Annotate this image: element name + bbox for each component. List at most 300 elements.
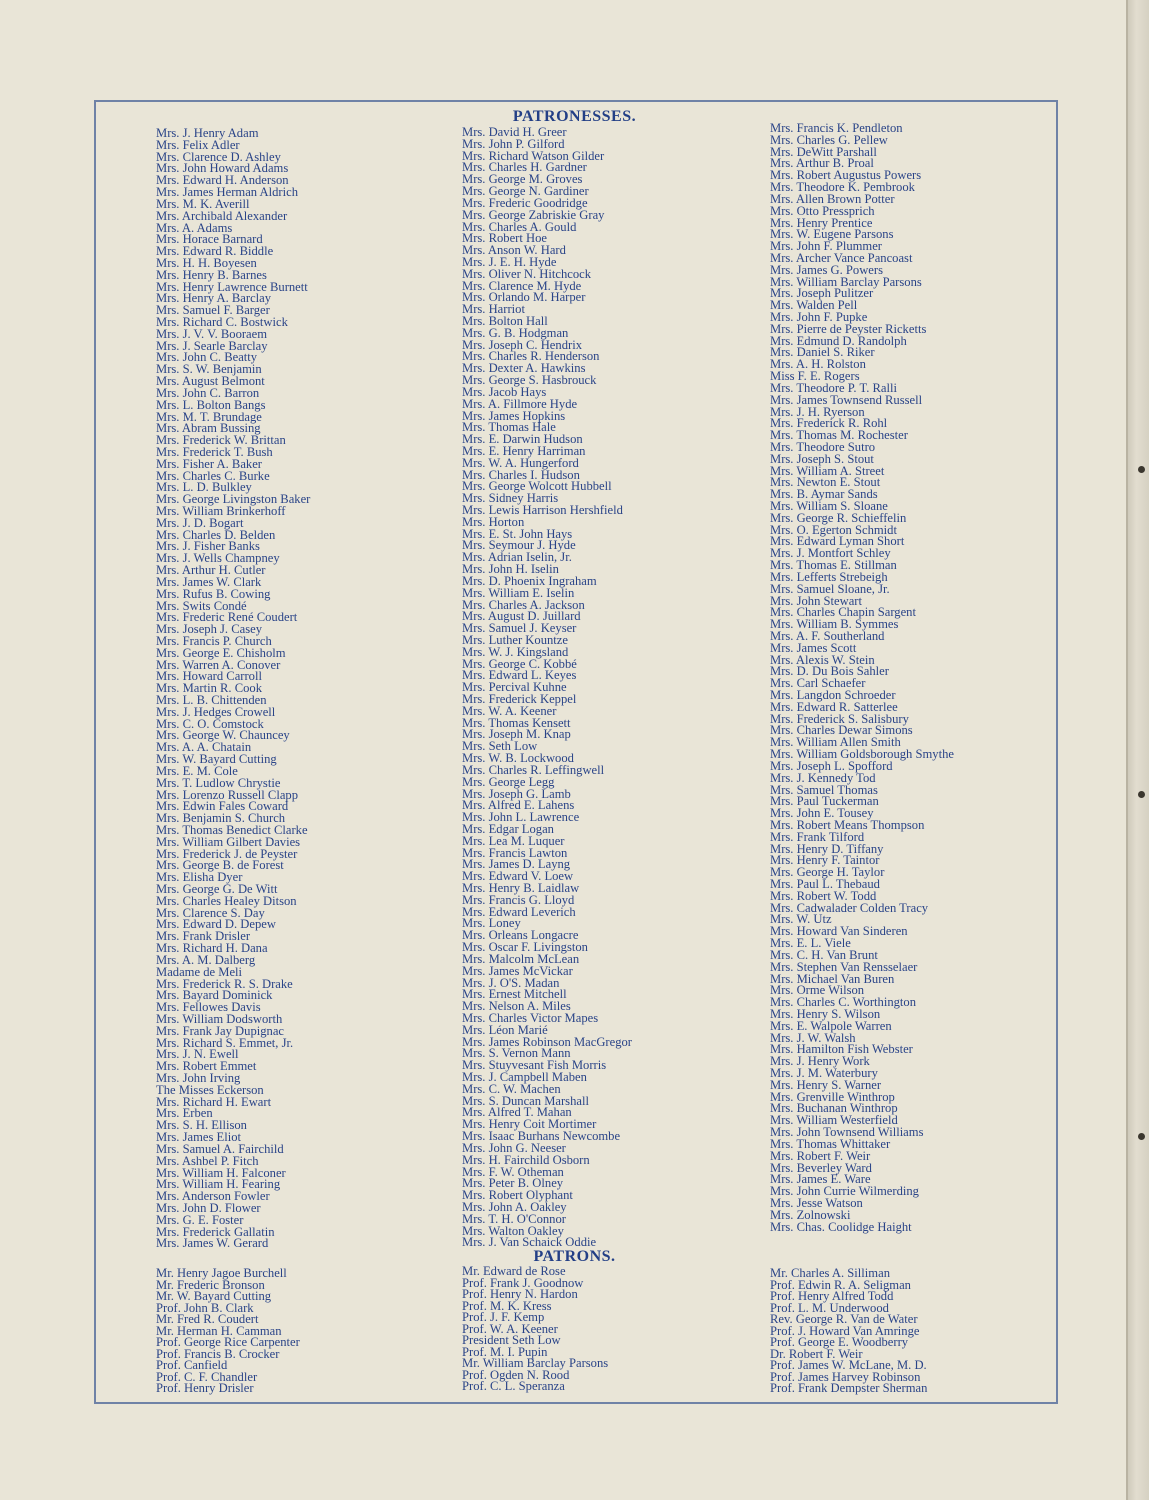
list-entry: Mrs. Frederick R. Rohl — [770, 416, 888, 431]
binding-hole — [1138, 791, 1145, 798]
list-entry: Mrs. DeWitt Parshall — [770, 144, 877, 159]
list-entry: Mrs. George Wolcott Hubbell — [462, 479, 612, 494]
list-entry: Mrs. Thomas M. Rochester — [770, 428, 908, 443]
list-entry: Mrs. Edward Leverich — [462, 904, 576, 919]
list-entry: Mrs. Theodore P. T. Ralli — [770, 380, 897, 395]
list-entry: Mrs. Clarence D. Ashley — [156, 149, 281, 164]
list-entry: Mrs. Langdon Schroeder — [770, 688, 896, 702]
list-entry: Mrs. Otto Pressprich — [770, 203, 875, 218]
list-entry: Mrs. M. K. Averill — [156, 196, 250, 211]
list-entry: Mrs. George Zabriskie Gray — [462, 207, 605, 222]
list-entry: Mrs. Francis G. Lloyd — [462, 892, 575, 907]
list-entry: Mrs. Charles I. Hudson — [462, 467, 580, 482]
list-entry: Prof. George E. Woodberry — [770, 1335, 909, 1349]
list-entry: Mrs. Thomas Whittaker — [770, 1136, 891, 1151]
list-entry: Prof. M. K. Kress — [462, 1298, 552, 1313]
list-entry: Mrs. Henry A. Barclay — [156, 291, 272, 306]
list-entry: Mrs. John F. Pupke — [770, 310, 868, 324]
list-entry: Mrs. Orme Wilson — [770, 983, 865, 998]
page-edge — [1128, 0, 1149, 1500]
list-entry: Mrs. John G. Neeser — [462, 1140, 566, 1155]
list-entry: Mrs. Luther Kountze — [462, 632, 568, 647]
list-entry: Mrs. William E. Iselin — [462, 585, 575, 600]
list-entry: Mrs. George W. Chauncey — [156, 728, 290, 743]
list-entry: Mrs. Clarence M. Hyde — [462, 278, 582, 293]
list-entry: Mrs. Isaac Burhans Newcombe — [462, 1129, 621, 1144]
list-entry: Mrs. James E. Ware — [770, 1172, 871, 1187]
list-entry: Mrs. George M. Groves — [462, 172, 583, 187]
list-entry: Mrs. Stuyvesant Fish Morris — [462, 1058, 607, 1073]
list-entry: Mrs. Richard H. Dana — [156, 941, 268, 956]
list-entry: Mrs. Archibald Alexander — [156, 208, 288, 223]
list-entry: Mrs. Charles A. Jackson — [462, 597, 585, 612]
list-entry: Mrs. John A. Oakley — [462, 1199, 567, 1214]
list-entry: Mrs. Ernest Mitchell — [462, 987, 567, 1002]
list-entry: Mrs. A. Adams — [156, 220, 233, 235]
list-entry: Mrs. Grenville Winthrop — [770, 1089, 895, 1104]
list-entry: Mrs. Charles Chapin Sargent — [770, 605, 916, 620]
list-entry: Mrs. Robert F. Weir — [770, 1148, 871, 1163]
list-entry: Mrs. John Howard Adams — [156, 161, 289, 176]
list-entry: Mrs. Frederick Keppel — [462, 692, 577, 706]
list-entry: Mrs. William H. Falconer — [156, 1165, 286, 1180]
list-entry: Mrs. August Belmont — [156, 374, 265, 389]
list-entry: Mrs. Orleans Longacre — [462, 928, 579, 943]
list-entry: Mrs. J. H. Ryerson — [770, 404, 865, 419]
list-entry: Mrs. L. D. Bulkley — [156, 480, 252, 495]
list-entry: Mrs. J. E. H. Hyde — [462, 254, 557, 269]
binding-hole — [1138, 466, 1145, 473]
list-entry: Mrs. William Goldsborough Smythe — [770, 747, 954, 762]
list-entry: Mrs. D. Du Bois Sahler — [770, 664, 889, 679]
list-entry: Mr. Henry Jagoe Burchell — [156, 1266, 287, 1280]
list-entry: Mrs. S. W. Benjamin — [156, 362, 262, 377]
list-entry: Mrs. G. E. Foster — [156, 1212, 244, 1227]
list-entry: Mrs. Beverley Ward — [770, 1160, 872, 1175]
list-entry: Mrs. John H. Iselin — [462, 562, 559, 577]
list-entry: Mrs. Erben — [156, 1106, 213, 1121]
list-entry: Mrs. E. L. Viele — [770, 936, 851, 951]
patrons-column-3 — [770, 1268, 927, 1395]
list-entry: Mrs. Seymour J. Hyde — [462, 538, 576, 553]
list-entry: Mrs. James W. Gerard — [156, 1236, 269, 1251]
list-entry: Mrs. Charles Dewar Simons — [770, 723, 913, 738]
list-entry: Mrs. J. Wells Champney — [156, 551, 280, 566]
list-entry: Mr. Frederic Bronson — [156, 1277, 265, 1292]
list-entry: Mrs. Robert Olyphant — [462, 1188, 573, 1203]
list-entry: Mrs. John C. Barron — [156, 385, 260, 400]
list-entry: Prof. Henry N. Hardon — [462, 1287, 578, 1301]
list-entry: Mrs. F. W. Otheman — [462, 1164, 564, 1179]
list-entry: Mrs. Robert W. Todd — [770, 888, 877, 903]
list-entry: Mrs. Theodore Sutro — [770, 439, 876, 454]
list-entry: Mr. Herman H. Camman — [156, 1323, 282, 1338]
list-entry: Mrs. Joseph M. Knap — [462, 727, 571, 742]
list-entry: Mrs. James W. Clark — [156, 574, 262, 589]
list-entry: Mrs. Fisher A. Baker — [156, 456, 262, 471]
list-entry: Mrs. Anderson Fowler — [156, 1189, 270, 1204]
list-entry: Mrs. W. Eugene Parsons — [770, 227, 894, 242]
list-entry: Mrs. Francis Lawton — [462, 845, 568, 860]
list-entry: Mrs. Edward R. Biddle — [156, 244, 274, 259]
list-entry: Mrs. Walton Oakley — [462, 1223, 564, 1238]
list-entry: Mrs. John C. Beatty — [156, 350, 258, 365]
list-entry: Mrs. Lefferts Strebeigh — [770, 569, 888, 584]
list-entry: Mrs. J. Kennedy Tod — [770, 770, 876, 785]
list-entry: Mrs. A. M. Dalberg — [156, 952, 256, 967]
list-entry: Mrs. David H. Greer — [462, 125, 567, 139]
list-entry: Mrs. Charles C. Worthington — [770, 995, 917, 1010]
list-entry: Prof. J. F. Kemp — [462, 1310, 545, 1324]
list-entry: Mrs. George Legg — [462, 774, 555, 789]
list-entry: Mrs. George E. Chisholm — [156, 645, 286, 660]
list-entry: Mrs. James Hopkins — [462, 408, 566, 423]
list-entry: Mrs. James Townsend Russell — [770, 392, 923, 407]
list-entry: Mrs. E. St. John Hays — [462, 526, 573, 541]
list-entry: Prof. Francis B. Crocker — [156, 1346, 280, 1361]
list-entry: The Misses Eckerson — [156, 1082, 264, 1097]
list-entry: Mrs. Henry D. Tiffany — [770, 841, 884, 856]
list-entry: Mrs. Bayard Dominick — [156, 988, 273, 1003]
list-entry: Mrs. Henry B. Barnes — [156, 267, 267, 282]
list-entry: Mrs. S. Vernon Mann — [462, 1046, 571, 1061]
list-entry: Mrs. George Livingston Baker — [156, 492, 311, 507]
list-entry: Mrs. James Herman Aldrich — [156, 185, 298, 200]
list-entry: Mrs. John P. Gilford — [462, 136, 565, 151]
list-entry: Mrs. Rufus B. Cowing — [156, 586, 271, 601]
list-entry: Mrs. Paul L. Thebaud — [770, 877, 880, 891]
list-entry: Mrs. Frederick Gallatin — [156, 1224, 275, 1239]
list-entry: Mr. William Barclay Parsons — [462, 1356, 609, 1370]
list-entry: Mrs. Thomas Benedict Clarke — [156, 822, 308, 837]
list-entry: Mrs. William Brinkerhoff — [156, 504, 286, 518]
list-entry: Mrs. A. Fillmore Hyde — [462, 396, 578, 411]
list-entry: Mrs. Alexis W. Stein — [770, 652, 875, 667]
list-entry: Mrs. Pierre de Peyster Ricketts — [770, 321, 927, 336]
list-entry: Mrs. Frederic René Coudert — [156, 610, 298, 625]
list-entry: Mrs. Henry Lawrence Burnett — [156, 279, 308, 294]
list-entry: Mrs. Chas. Coolidge Haight — [770, 1219, 912, 1234]
list-entry: Mrs. Edwin Fales Coward — [156, 799, 289, 814]
list-entry: Mrs. Robert Means Thompson — [770, 817, 925, 832]
list-entry: Mrs. Edmund D. Randolph — [770, 333, 907, 348]
list-entry: Mrs. Frederick W. Brittan — [156, 433, 286, 448]
list-entry: Mrs. Joseph J. Casey — [156, 622, 262, 637]
list-entry: Prof. C. L. Speranza — [462, 1379, 565, 1393]
list-entry: Mrs. Alfred T. Mahan — [462, 1105, 572, 1120]
list-entry: Mrs. Daniel S. Riker — [770, 345, 875, 360]
list-entry: Mrs. Charles R. Henderson — [462, 349, 600, 364]
list-entry: Mrs. Edward Lyman Short — [770, 534, 905, 549]
binding-hole — [1138, 1133, 1145, 1140]
list-entry: Mrs. J. O'S. Madan — [462, 975, 560, 990]
list-entry: Mrs. Anson W. Hard — [462, 243, 566, 258]
list-entry: Prof. Frank J. Goodnow — [462, 1275, 584, 1290]
list-entry: Mrs. Charles R. Leffingwell — [462, 762, 605, 777]
list-entry: Mrs. Horace Barnard — [156, 232, 263, 247]
list-entry: Mrs. Francis K. Pendleton — [770, 121, 903, 135]
patrons-column-1 — [156, 1268, 300, 1395]
list-entry: Mrs. Howard Van Sinderen — [770, 924, 908, 939]
list-entry: Prof. Edwin R. A. Seligman — [770, 1277, 911, 1292]
list-entry: Mrs. William Barclay Parsons — [770, 274, 922, 289]
list-entry: Mrs. J. Hedges Crowell — [156, 704, 276, 719]
list-entry: Prof. James Harvey Robinson — [770, 1369, 921, 1384]
list-entry: Prof. Henry Drisler — [156, 1381, 254, 1395]
list-entry: Mrs. Michael Van Buren — [770, 971, 895, 986]
list-entry: Mrs. George B. de Forest — [156, 858, 284, 873]
list-entry: Mrs. Bolton Hall — [462, 314, 548, 328]
list-entry: Mrs. Hamilton Fish Webster — [770, 1042, 913, 1057]
list-entry: Mrs. B. Aymar Sands — [770, 487, 878, 502]
patronesses-heading: PATRONESSES. — [512, 108, 637, 125]
list-entry: Mrs. James Scott — [770, 640, 857, 655]
list-entry: Mrs. James G. Powers — [770, 262, 883, 277]
list-entry: Mrs. Oliver N. Hitchcock — [462, 266, 592, 281]
list-entry: Mrs. Sidney Harris — [462, 491, 559, 506]
list-entry: Rev. George R. Van de Water — [770, 1312, 918, 1326]
list-entry: Mrs. J. N. Ewell — [156, 1047, 239, 1062]
list-entry: Mrs. Frederick J. de Peyster — [156, 846, 298, 861]
list-entry: Prof. J. Howard Van Amringe — [770, 1323, 920, 1338]
list-entry: Mrs. Allen Brown Potter — [770, 191, 895, 206]
list-entry: Mrs. William Gilbert Davies — [156, 834, 301, 849]
list-entry: Mrs. Seth Low — [462, 739, 538, 754]
list-entry: Mrs. A. F. Southerland — [770, 628, 885, 643]
list-entry: Mrs. Oscar F. Livingston — [462, 940, 588, 955]
list-entry: Mrs. Howard Carroll — [156, 669, 262, 684]
list-entry: Mrs. James McVickar — [462, 963, 573, 978]
list-entry: Mrs. Joseph C. Hendrix — [462, 337, 582, 352]
list-entry: Mrs. James Robinson MacGregor — [462, 1034, 632, 1049]
list-entry: Mrs. Frederick S. Salisbury — [770, 711, 909, 726]
list-entry: Mrs. Charles H. Gardner — [462, 160, 587, 175]
list-entry: Mrs. J. D. Bogart — [156, 515, 244, 530]
list-entry: Mrs. Cadwalader Colden Tracy — [770, 900, 929, 915]
list-entry: Mrs. Edward D. Depew — [156, 917, 276, 932]
list-entry: Mrs. Paul Tuckerman — [770, 794, 879, 809]
list-entry: Mrs. George H. Taylor — [770, 865, 885, 880]
patronesses-column-1 — [156, 128, 310, 1250]
list-entry: Mrs. Charles D. Belden — [156, 527, 276, 542]
list-entry: Mrs. William Dodsworth — [156, 1011, 283, 1026]
list-entry: Mrs. C. W. Machen — [462, 1081, 561, 1096]
list-entry: Mrs. Richard C. Bostwick — [156, 315, 288, 329]
list-entry: Mrs. Frederick R. S. Drake — [156, 976, 293, 991]
list-entry: Mrs. William Westerfield — [770, 1113, 898, 1128]
patrons-heading: PATRONS. — [533, 1248, 616, 1265]
list-entry: Mrs. J. Fisher Banks — [156, 539, 260, 554]
list-entry: Mrs. W. A. Keener — [462, 703, 557, 718]
list-entry: Mrs. William Allen Smith — [770, 735, 901, 750]
list-entry: Mrs. L. B. Chittenden — [156, 693, 267, 707]
list-entry: Mrs. J. W. Walsh — [770, 1030, 856, 1045]
list-entry: Mrs. Newton E. Stout — [770, 475, 881, 490]
list-entry: Mrs. Frederic Goodridge — [462, 195, 588, 210]
list-entry: Prof. Frank Dempster Sherman — [770, 1381, 928, 1395]
list-entry: Mrs. Henry F. Taintor — [770, 853, 880, 868]
list-entry: Mrs. Adrian Iselin, Jr. — [462, 550, 572, 565]
list-entry: Mrs. Joseph Pulitzer — [770, 286, 874, 301]
list-entry: Mrs. Samuel Sloane, Jr. — [770, 581, 890, 596]
list-entry: Mrs. J. Henry Adam — [156, 126, 259, 140]
list-entry: Mrs. Warren A. Conover — [156, 657, 281, 672]
list-entry: Mrs. Elisha Dyer — [156, 870, 243, 885]
list-entry: Mrs. Horton — [462, 514, 525, 529]
list-entry: Mrs. J. Searle Barclay — [156, 338, 268, 353]
list-entry: Mrs. George R. Schieffelin — [770, 510, 907, 525]
list-entry: Mrs. Richard Watson Gilder — [462, 148, 605, 163]
list-entry: Mrs. S. Duncan Marshall — [462, 1093, 589, 1108]
list-entry: Mrs. Robert Emmet — [156, 1059, 257, 1074]
list-entry: Mrs. George C. Kobbé — [462, 656, 577, 671]
list-entry: Mrs. Benjamin S. Church — [156, 811, 286, 826]
list-entry: Mrs. Joseph S. Stout — [770, 451, 874, 466]
list-entry: Mrs. Thomas E. Stillman — [770, 558, 897, 573]
list-entry: Mrs. Lewis Harrison Hershfield — [462, 503, 623, 517]
list-entry: Mrs. E. Walpole Warren — [770, 1018, 892, 1033]
list-entry: Mrs. John D. Flower — [156, 1200, 261, 1215]
list-entry: Mrs. Walden Pell — [770, 298, 858, 313]
list-entry: Mrs. Joseph L. Spofford — [770, 758, 893, 773]
list-entry: Mrs. Stephen Van Rensselaer — [770, 959, 918, 974]
list-entry: Mrs. Robert Hoe — [462, 231, 547, 246]
list-entry: Mrs. Jesse Watson — [770, 1195, 863, 1210]
list-entry: Mrs. Henry Prentice — [770, 215, 873, 230]
list-entry: Mrs. Percival Kuhne — [462, 680, 567, 695]
list-entry: Mrs. Felix Adler — [156, 137, 240, 152]
list-entry: Mrs. George G. De Witt — [156, 882, 278, 896]
list-entry: Prof. C. F. Chandler — [156, 1369, 258, 1384]
list-entry: Prof. M. I. Pupin — [462, 1344, 548, 1359]
list-entry: Mrs. Fellowes Davis — [156, 1000, 261, 1015]
list-entry: Mrs. Lea M. Luquer — [462, 833, 565, 848]
list-entry: Mrs. E. Henry Harriman — [462, 443, 586, 458]
list-entry: Prof. Canfield — [156, 1358, 228, 1372]
list-entry: Mrs. Martin R. Cook — [156, 681, 263, 696]
list-entry: Mrs. H. Fairchild Osborn — [462, 1152, 590, 1167]
list-entry: Mrs. William H. Fearing — [156, 1177, 281, 1192]
list-entry: Mrs. Léon Marié — [462, 1022, 548, 1037]
list-entry: Mrs. Nelson A. Miles — [462, 999, 571, 1014]
list-entry: Mrs. August D. Juillard — [462, 609, 581, 624]
list-entry: Mrs. Swits Condé — [156, 598, 247, 613]
list-entry: Mrs. J. Campbell Maben — [462, 1070, 587, 1084]
list-entry: Prof. George Rice Carpenter — [156, 1335, 300, 1349]
list-entry: Prof. W. A. Keener — [462, 1321, 558, 1336]
list-entry: Mrs. W. J. Kingsland — [462, 644, 569, 659]
list-entry: Mr. Charles A. Silliman — [770, 1266, 890, 1280]
list-entry: Mrs. J. Van Schaick Oddie — [462, 1235, 597, 1250]
list-entry: Mrs. Edward V. Loew — [462, 869, 574, 884]
list-entry: Mrs. John E. Tousey — [770, 806, 874, 821]
list-entry: Mrs. George N. Gardiner — [462, 184, 589, 199]
list-entry: Mrs. Charles Healey Ditson — [156, 893, 297, 908]
list-entry: Mrs. Jacob Hays — [462, 384, 547, 399]
list-entry: Mrs. Charles C. Burke — [156, 468, 270, 483]
list-entry: Mrs. Richard S. Emmet, Jr. — [156, 1035, 294, 1050]
list-entry: Mrs. William A. Street — [770, 463, 885, 478]
list-entry: Mrs. W. Bayard Cutting — [156, 752, 277, 767]
list-entry: Mrs. T. H. O'Connor — [462, 1211, 566, 1226]
patrons-column-2 — [462, 1266, 608, 1393]
list-entry: Mrs. A. H. Rolston — [770, 357, 866, 372]
list-entry: Mrs. O. Egerton Schmidt — [770, 522, 897, 537]
list-entry: Mrs. S. H. Ellison — [156, 1118, 247, 1133]
list-entry: Mrs. Richard H. Ewart — [156, 1094, 272, 1109]
list-entry: Prof. L. M. Underwood — [770, 1300, 889, 1315]
list-entry: Prof. Ogden N. Rood — [462, 1367, 570, 1382]
list-entry: Mrs. Edward H. Anderson — [156, 173, 289, 188]
list-entry: Mrs. D. Phoenix Ingraham — [462, 573, 597, 588]
list-entry: Mrs. Zolnowski — [770, 1207, 851, 1222]
list-entry: Mrs. William S. Sloane — [770, 499, 888, 513]
list-entry: Mrs. James D. Layng — [462, 857, 571, 872]
list-entry: Prof. John B. Clark — [156, 1300, 254, 1315]
list-entry: Mrs. Theodore K. Pembrook — [770, 180, 915, 195]
list-entry: Mrs. John Currie Wilmerding — [770, 1184, 919, 1199]
list-entry: Mrs. Samuel Thomas — [770, 782, 878, 797]
list-entry: Mrs. Alfred E. Lahens — [462, 798, 575, 813]
list-entry: Mrs. Samuel F. Barger — [156, 303, 270, 318]
patronesses-column-2 — [462, 127, 632, 1249]
list-entry: Mrs. Frank Drisler — [156, 929, 251, 944]
patronesses-column-3 — [770, 123, 954, 1233]
list-entry: Mrs. John Irving — [156, 1071, 241, 1085]
list-entry: Mrs. George S. Hasbrouck — [462, 373, 597, 388]
list-entry: Mrs. Lorenzo Russell Clapp — [156, 787, 299, 802]
list-entry: Mrs. H. H. Boyesen — [156, 255, 257, 270]
list-entry: Mrs. T. Ludlow Chrystie — [156, 775, 281, 790]
list-entry: Mrs. J. M. Waterbury — [770, 1066, 878, 1080]
list-entry: Mrs. Henry S. Warner — [770, 1077, 882, 1092]
list-entry: President Seth Low — [462, 1333, 561, 1347]
list-entry: Mrs. Samuel A. Fairchild — [156, 1141, 284, 1156]
list-entry: Mrs. Edgar Logan — [462, 821, 554, 836]
list-entry: Mrs. Robert Augustus Powers — [770, 168, 922, 183]
list-entry: Mrs. Loney — [462, 916, 521, 931]
list-entry: Madame de Meli — [156, 964, 243, 979]
list-entry: Dr. Robert F. Weir — [770, 1346, 863, 1361]
list-entry: Mrs. Abram Bussing — [156, 421, 261, 436]
list-entry: Mrs. Henry Coit Mortimer — [462, 1117, 597, 1132]
list-entry: Mrs. John L. Lawrence — [462, 810, 580, 825]
list-entry: Mrs. Edward R. Satterlee — [770, 699, 898, 714]
list-entry: Mrs. Charles Victor Mapes — [462, 1010, 599, 1025]
list-entry: Mrs. John Stewart — [770, 593, 862, 608]
list-entry: Miss F. E. Rogers — [770, 369, 860, 384]
list-entry: Mrs. J. Montfort Schley — [770, 546, 891, 561]
list-entry: Mrs. M. T. Brundage — [156, 409, 262, 424]
list-entry: Mrs. Charles G. Pellew — [770, 132, 888, 147]
list-entry: Mrs. A. A. Chatain — [156, 740, 252, 755]
list-entry: Mrs. Harriot — [462, 302, 525, 317]
list-entry: Mrs. W. B. Lockwood — [462, 751, 574, 766]
list-entry: Mrs. Archer Vance Pancoast — [770, 250, 913, 265]
list-entry: Mr. Fred R. Coudert — [156, 1312, 259, 1326]
list-entry: Mrs. Thomas Hale — [462, 420, 556, 435]
list-entry: Mrs. Dexter A. Hawkins — [462, 361, 586, 376]
list-entry: Mrs. W. Utz — [770, 912, 832, 927]
list-entry: Prof. James W. McLane, M. D. — [770, 1358, 927, 1372]
list-entry: Mrs. Peter B. Olney — [462, 1176, 564, 1191]
list-entry: Mrs. Frank Jay Dupignac — [156, 1023, 285, 1038]
list-entry: Mrs. Henry B. Laidlaw — [462, 881, 580, 895]
list-entry: Mrs. Carl Schaefer — [770, 676, 866, 691]
list-entry: Mrs. C. H. Van Brunt — [770, 947, 878, 962]
list-entry: Mrs. J. V. V. Booraem — [156, 326, 268, 341]
list-entry: Mrs. G. B. Hodgman — [462, 325, 569, 340]
